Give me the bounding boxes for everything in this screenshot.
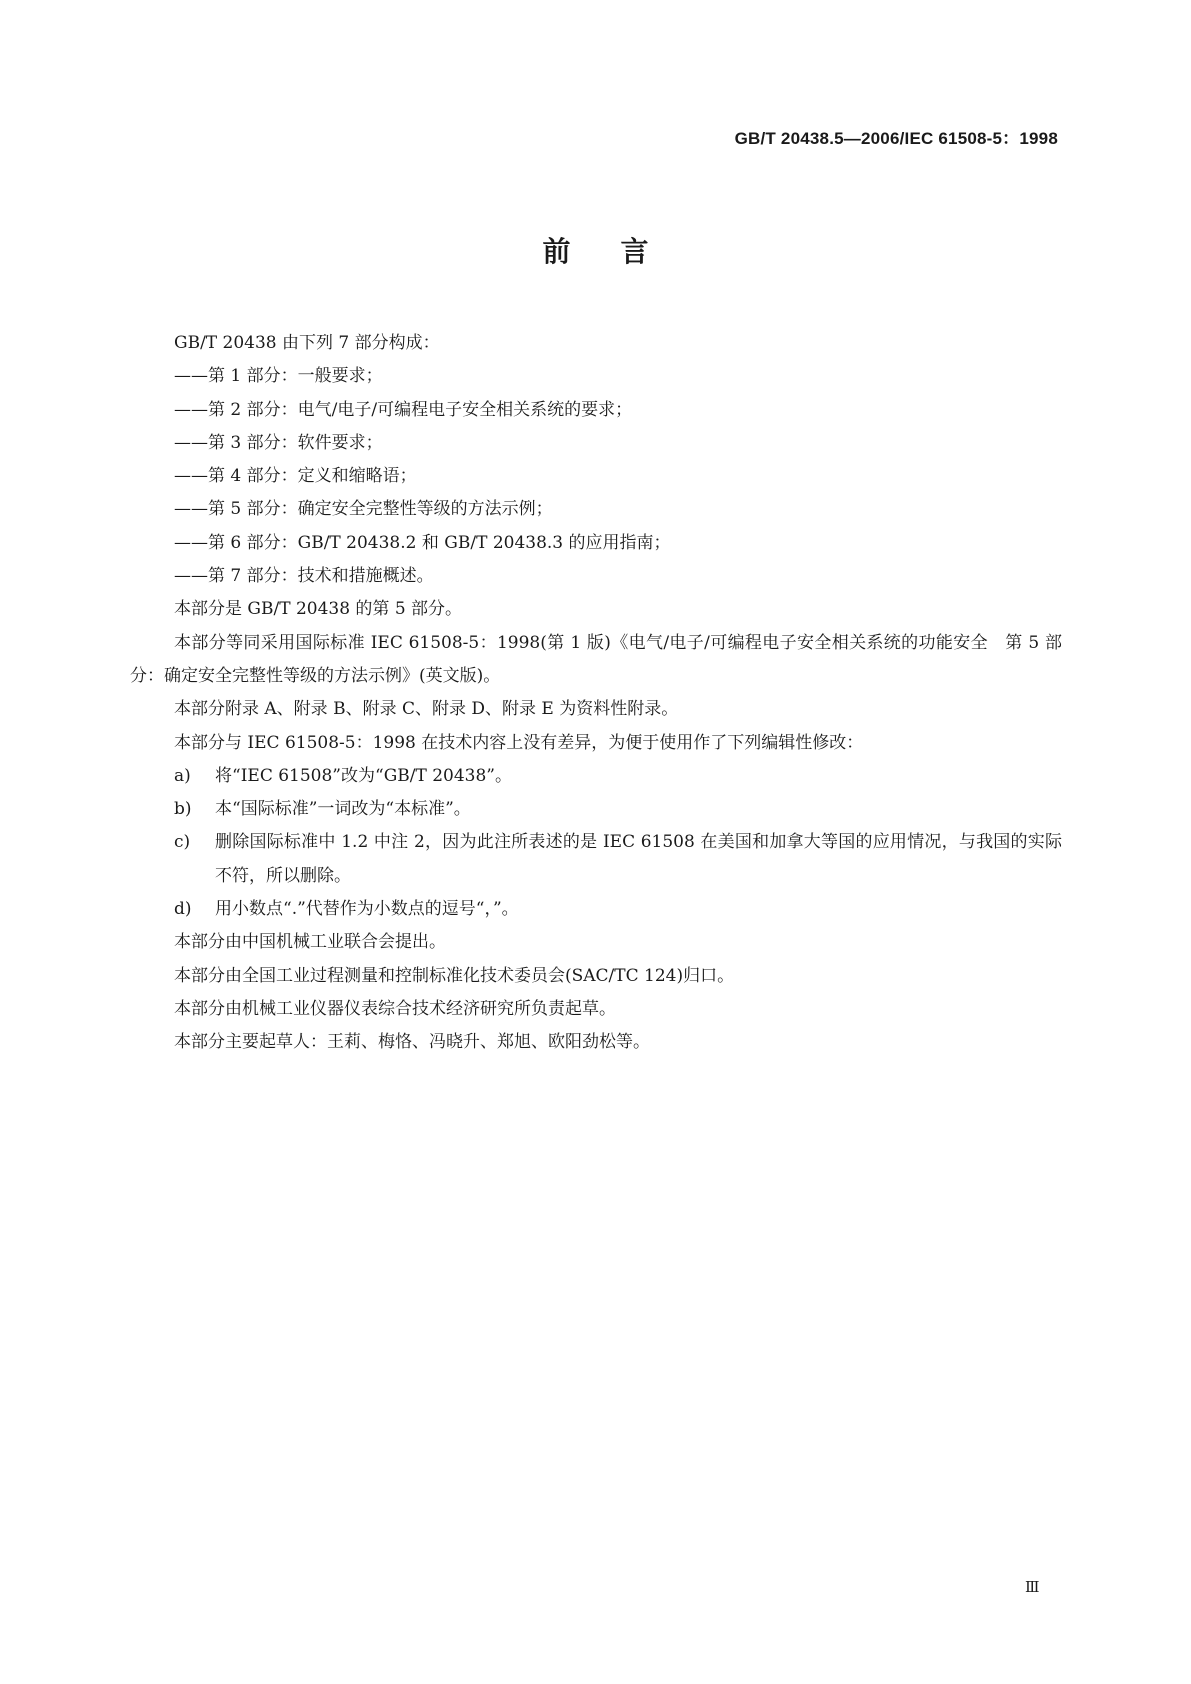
edit-label: c): [174, 832, 191, 853]
edit-text: 删除国际标准中 1.2 中注 2，因为此注所表述的是 IEC 61508 在美国和加拿大等国的应用情况，与我国的实际不符，所以删除。: [215, 832, 1062, 886]
page-number: Ⅲ: [1025, 1578, 1039, 1596]
foreword-body: [130, 327, 1062, 1060]
edit-label: a): [174, 765, 191, 786]
edit-list-item: [130, 826, 1062, 893]
part-statement: 本部分是 GB/T 20438 的第 5 部分。: [174, 599, 463, 620]
part-list-item: ——第 1 部分：一般要求；: [174, 366, 383, 387]
edit-list-item: [130, 893, 1062, 926]
part-list-item: ——第 7 部分：技术和措施概述。: [174, 566, 434, 587]
part-list-item: ——第 2 部分：电气/电子/可编程电子安全相关系统的要求；: [174, 399, 633, 420]
intro-paragraph: GB/T 20438 由下列 7 部分构成：: [174, 333, 440, 353]
annex-statement: 本部分附录 A、附录 B、附录 C、附录 D、附录 E 为资料性附录。: [174, 699, 679, 720]
drafted-statement: 本部分由机械工业仪器仪表综合技术经济研究所负责起草。: [174, 998, 616, 1019]
part-list-item: ——第 6 部分：GB/T 20438.2 和 GB/T 20438.3 的应用指南；: [174, 532, 671, 553]
proposed-statement: 本部分由中国机械工业联合会提出。: [174, 932, 446, 953]
part-list-item: ——第 4 部分：定义和缩略语；: [174, 466, 417, 487]
page-title: 前言: [542, 235, 699, 268]
edit-label: b): [174, 799, 192, 820]
edit-list-item: [130, 793, 1062, 826]
edit-text: 用小数点“.”代替作为小数点的逗号“，”。: [215, 899, 519, 920]
edit-text: 本“国际标准”一词改为“本标准”。: [215, 799, 471, 820]
adoption-statement: 本部分等同采用国际标准 IEC 61508-5：1998(第 1 版)《电气/电子/可编程电子安全相关系统的功能安全 第 5 部分：确定安全完整性等级的方法示例》(英文版)。: [130, 632, 1062, 686]
part-list-item: ——第 3 部分：软件要求；: [174, 432, 383, 453]
part-list-item: ——第 5 部分：确定安全完整性等级的方法示例；: [174, 499, 553, 520]
edit-label: d): [174, 899, 192, 920]
edit-list-item: [130, 760, 1062, 793]
difference-statement: 本部分与 IEC 61508-5：1998 在技术内容上没有差异，为便于使用作了下列编辑性修改：: [174, 732, 864, 753]
drafters-statement: 本部分主要起草人：王莉、梅恪、冯晓升、郑旭、欧阳劲松等。: [174, 1032, 650, 1053]
standard-code-header: GB/T 20438.5—2006/IEC 61508-5：1998: [734, 129, 1058, 148]
edit-text: 将“IEC 61508”改为“GB/T 20438”。: [215, 765, 513, 786]
centralized-statement: 本部分由全国工业过程测量和控制标准化技术委员会(SAC/TC 124)归口。: [174, 965, 735, 986]
